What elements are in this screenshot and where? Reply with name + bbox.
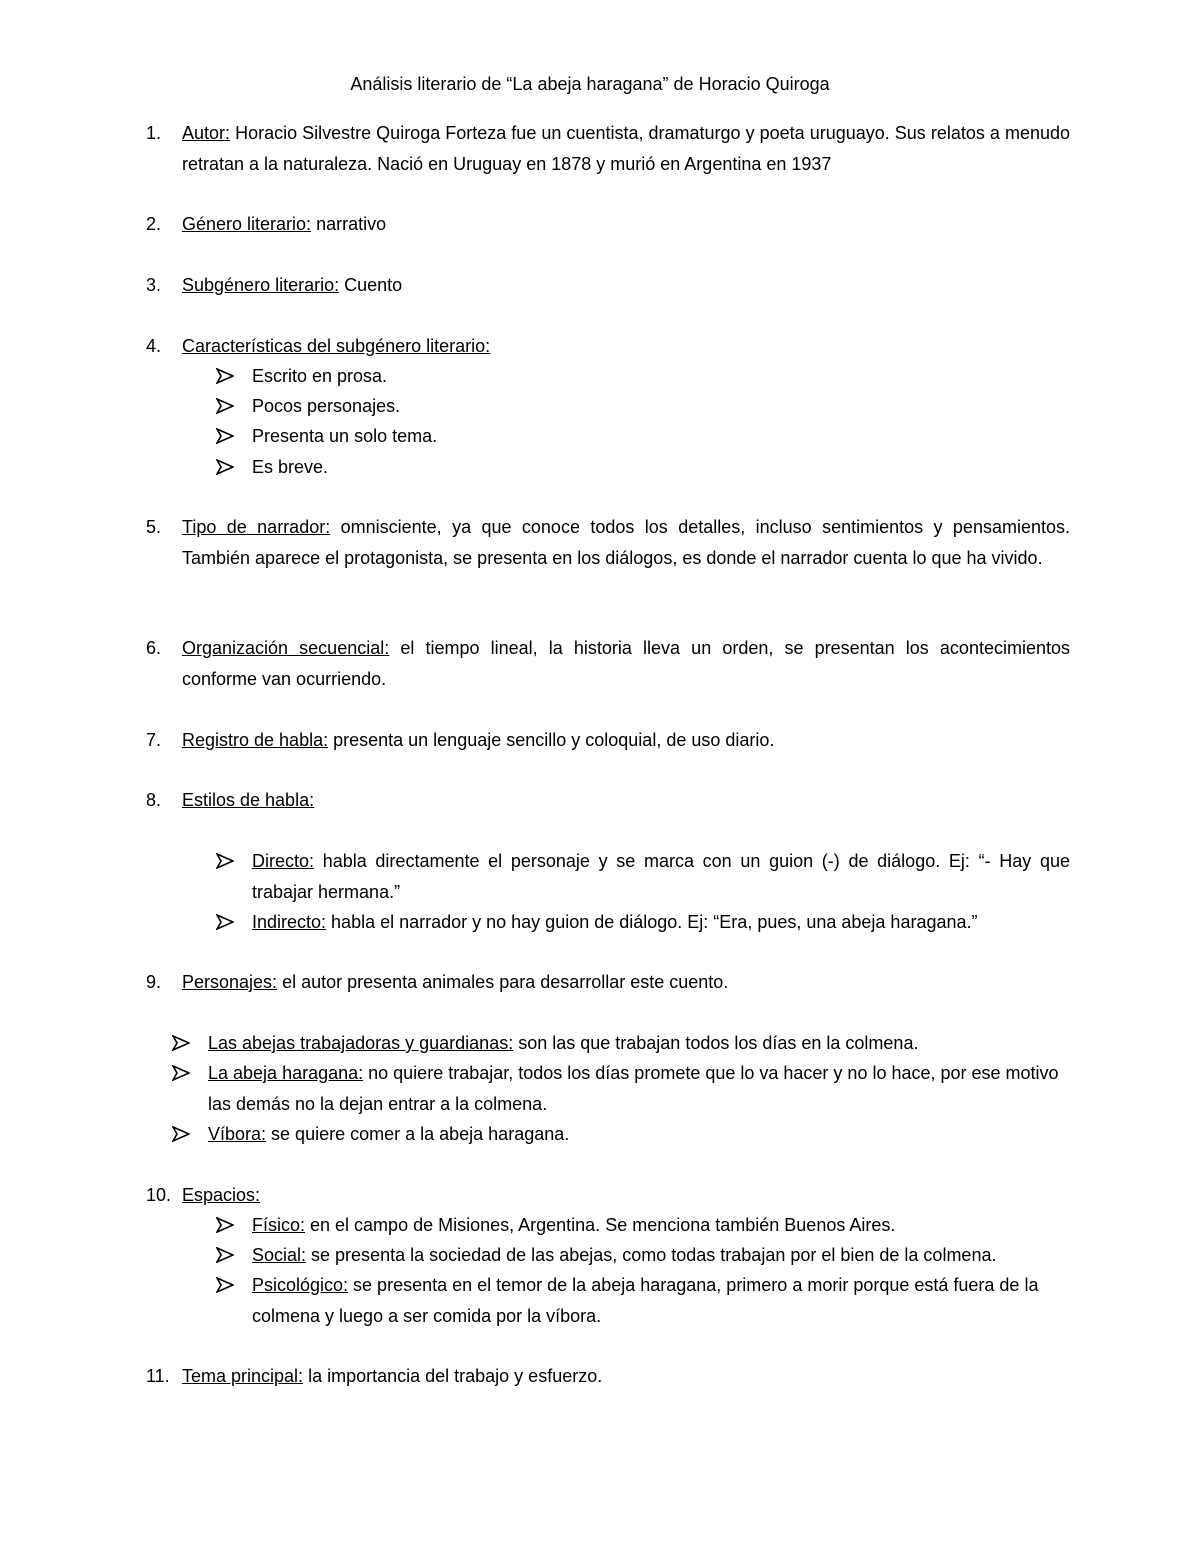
- bullet-item: [216, 907, 1070, 938]
- list-item-genero: [146, 209, 1070, 240]
- bullet-text: se quiere comer a la abeja haragana.: [266, 1124, 570, 1144]
- bullet-item: [216, 846, 1070, 907]
- bullet-item: [172, 1028, 1070, 1059]
- bullet-label: Directo:: [252, 851, 315, 871]
- item-text: Horacio Silvestre Quiroga Forteza fue un cuentista, dramaturgo y poeta uruguayo. Sus relatos a menudo retratan a la naturaleza. Nació en Uruguay en 1878 y murió en Argentina en 1937: [182, 123, 1070, 174]
- arrow-bullet-icon: [216, 846, 244, 869]
- list-item-autor: [146, 118, 1070, 179]
- bullet-text: Pocos personajes.: [252, 396, 401, 416]
- list-item-caracteristicas: [146, 331, 1070, 362]
- bullet-label: Indirecto:: [252, 912, 327, 932]
- item-label: Características del subgénero literario:: [182, 336, 491, 356]
- arrow-bullet-icon: [216, 391, 244, 414]
- list-item-subgenero: [146, 270, 1070, 301]
- item-label: Registro de habla:: [182, 730, 329, 750]
- arrow-bullet-icon: [172, 1028, 200, 1051]
- arrow-bullet-icon: [172, 1119, 200, 1142]
- bullet-item: [216, 452, 1076, 483]
- item-label: Tema principal:: [182, 1366, 304, 1386]
- item-number: 9.: [146, 972, 162, 992]
- item-number: 4.: [146, 336, 162, 356]
- bullet-item: [216, 1270, 1070, 1331]
- bullet-text: habla el narrador y no hay guion de diálogo. Ej: “Era, pues, una abeja haragana.”: [326, 912, 978, 932]
- item-number: 7.: [146, 730, 162, 750]
- bullet-item: [172, 1119, 1070, 1150]
- bullet-text: se presenta la sociedad de las abejas, como todas trabajan por el bien de la colmena.: [306, 1245, 997, 1265]
- arrow-bullet-icon: [216, 907, 244, 930]
- item-text: Cuento: [339, 275, 403, 295]
- list-item-estilos: [146, 785, 1070, 816]
- bullet-item: [216, 391, 1076, 422]
- item-label: Estilos de habla:: [182, 790, 315, 810]
- list-item-tema: [146, 1361, 1070, 1392]
- item-label: Autor:: [182, 123, 231, 143]
- bullet-item: [216, 1210, 1070, 1241]
- bullet-label: Físico:: [252, 1215, 306, 1235]
- item-text: el autor presenta animales para desarrollar este cuento.: [277, 972, 729, 992]
- bullet-text: se presenta en el temor de la abeja haragana, primero a morir porque está fuera de la colmena y luego a ser comida por la víbora.: [252, 1275, 1039, 1326]
- item-text: omnisciente, ya que conoce todos los detalles, incluso sentimientos y pensamientos. También aparece el protagonista, se presenta en los diálogos, es donde el narrador cuenta lo que ha vivido.: [182, 517, 1070, 568]
- list-item-personajes: [146, 967, 1070, 998]
- bullet-label: Psicológico:: [252, 1275, 349, 1295]
- list-item-narrador: [146, 512, 1070, 573]
- bullet-text: habla directamente el personaje y se marca con un guion (-) de diálogo. Ej: “- Hay que trabajar hermana.”: [252, 851, 1070, 902]
- arrow-bullet-icon: [216, 1270, 244, 1293]
- item-label: Subgénero literario:: [182, 275, 340, 295]
- item-number: 5.: [146, 517, 162, 537]
- item-label: Personajes:: [182, 972, 278, 992]
- item-number: 3.: [146, 275, 162, 295]
- bullet-label: Víbora:: [208, 1124, 267, 1144]
- bullet-label: La abeja haragana:: [208, 1063, 364, 1083]
- bullet-item: [216, 1240, 1070, 1271]
- bullet-text: Escrito en prosa.: [252, 366, 388, 386]
- bullet-item: [172, 1058, 1070, 1119]
- bullet-text: en el campo de Misiones, Argentina. Se menciona también Buenos Aires.: [305, 1215, 896, 1235]
- list-item-organizacion: [146, 633, 1070, 694]
- bullet-text: no quiere trabajar, todos los días promete que lo va hacer y no lo hace, por ese motivo las demás no la dejan entrar a la colmena.: [208, 1063, 1059, 1114]
- list-item-espacios: [146, 1180, 1070, 1211]
- arrow-bullet-icon: [216, 421, 244, 444]
- bullet-item: [216, 421, 1076, 452]
- bullet-item: [216, 361, 1076, 392]
- bullet-label: Las abejas trabajadoras y guardianas:: [208, 1033, 514, 1053]
- item-label: Organización secuencial:: [182, 638, 390, 658]
- item-text: narrativo: [311, 214, 387, 234]
- item-number: 1.: [146, 123, 162, 143]
- item-label: Espacios:: [182, 1185, 261, 1205]
- bullet-text: Presenta un solo tema.: [252, 426, 438, 446]
- bullet-text: Es breve.: [252, 457, 329, 477]
- item-text: el tiempo lineal, la historia lleva un orden, se presentan los acontecimientos conforme van ocurriendo.: [182, 638, 1070, 689]
- item-label: Tipo de narrador:: [182, 517, 331, 537]
- arrow-bullet-icon: [216, 1210, 244, 1233]
- document-title: Análisis literario de “La abeja haragana” de Horacio Quiroga: [350, 74, 830, 94]
- list-item-registro: [146, 725, 1070, 756]
- item-text: la importancia del trabajo y esfuerzo.: [303, 1366, 603, 1386]
- arrow-bullet-icon: [216, 452, 244, 475]
- item-number: 10.: [146, 1185, 172, 1205]
- bullet-label: Social:: [252, 1245, 307, 1265]
- item-number: 8.: [146, 790, 162, 810]
- arrow-bullet-icon: [172, 1058, 200, 1081]
- item-label: Género literario:: [182, 214, 312, 234]
- arrow-bullet-icon: [216, 1240, 244, 1263]
- arrow-bullet-icon: [216, 361, 244, 384]
- item-number: 11.: [146, 1366, 170, 1386]
- item-number: 6.: [146, 638, 162, 658]
- item-text: presenta un lenguaje sencillo y coloquial, de uso diario.: [328, 730, 775, 750]
- item-number: 2.: [146, 214, 162, 234]
- bullet-text: son las que trabajan todos los días en la colmena.: [513, 1033, 919, 1053]
